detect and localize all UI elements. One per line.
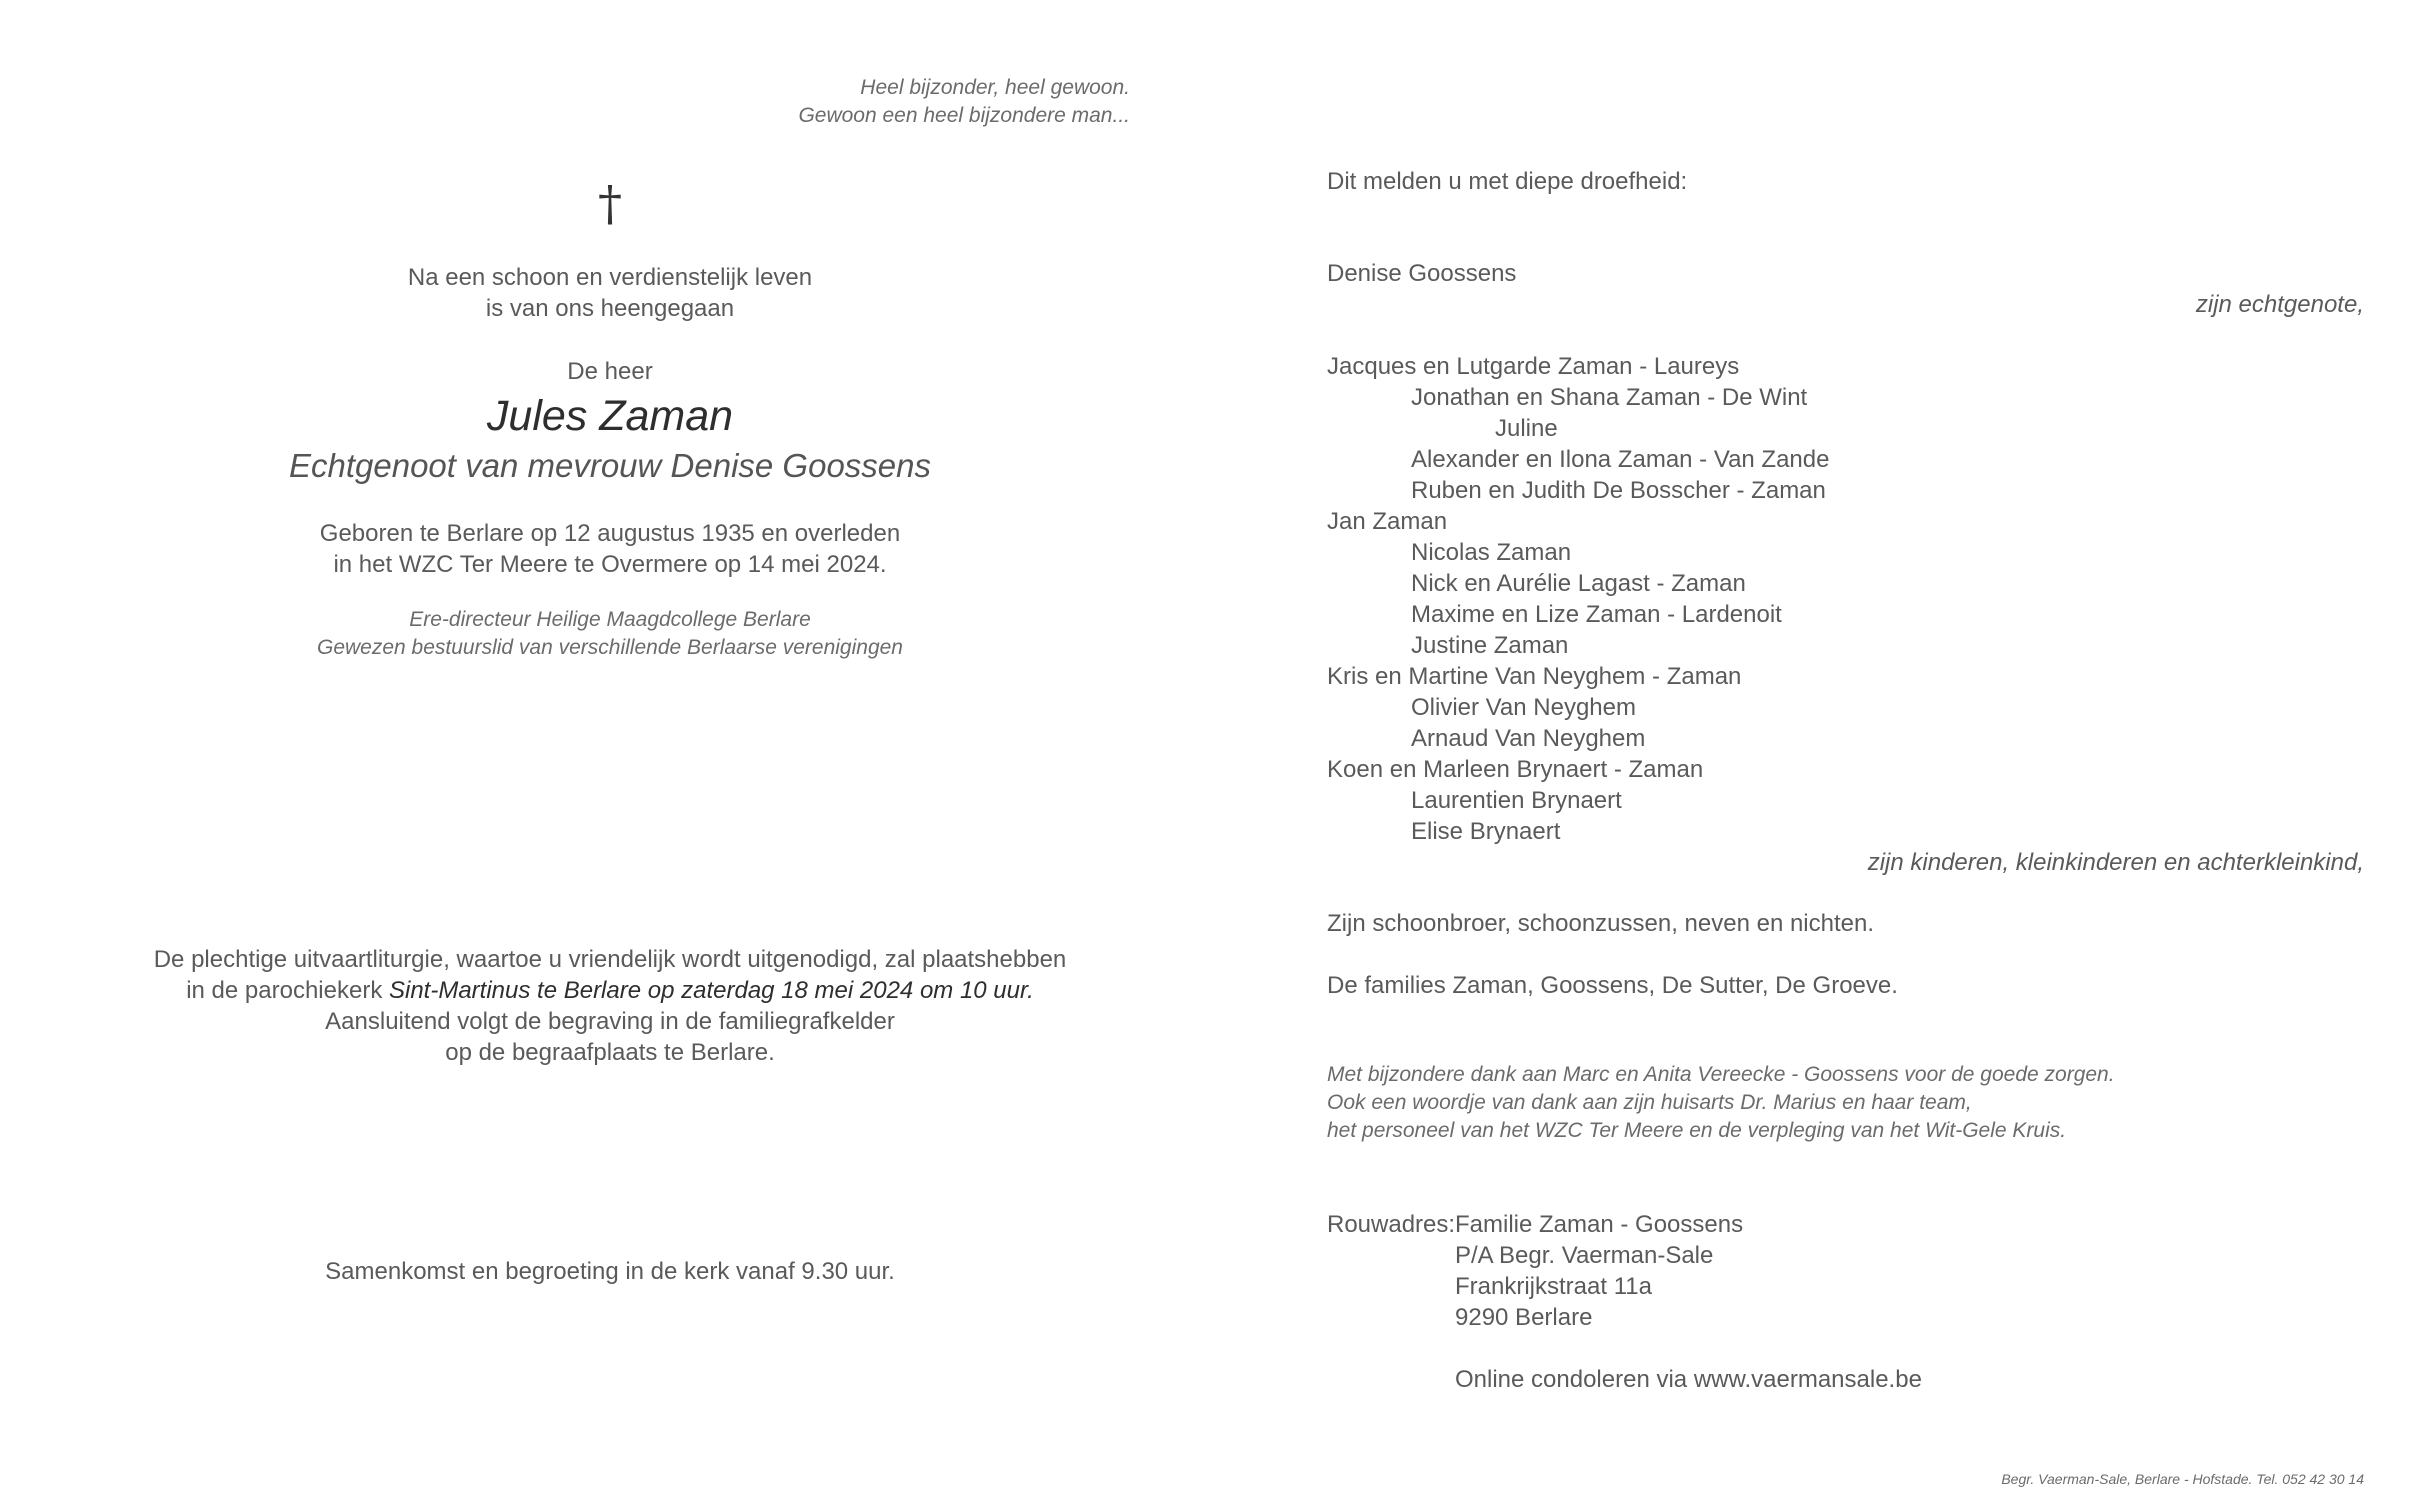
role-line: Ere-directeur Heilige Maagdcollege Berlare (409, 608, 811, 631)
thanks-line: het personeel van het WZC Ter Meere en de verpleging van het Wit-Gele Kruis. (1327, 1119, 2067, 1142)
service-line: op de begraafplaats te Berlare. (445, 1039, 775, 1066)
families-line: De families Zaman, Goossens, De Sutter, De Groeve. (1327, 972, 1898, 999)
family-member: Arnaud Van Neyghem (1411, 725, 1646, 752)
address-line: P/A Begr. Vaerman-Sale (1455, 1242, 1714, 1269)
birth-death-line: in het WZC Ter Meere te Overmere op 14 mei 2024. (333, 551, 887, 578)
family-member: Kris en Martine Van Neyghem - Zaman (1327, 663, 1742, 690)
family-member: Jan Zaman (1327, 508, 1448, 535)
inlaws-line: Zijn schoonbroer, schoonzussen, neven en nichten. (1327, 910, 1875, 937)
address-line: 9290 Berlare (1455, 1304, 1593, 1331)
online-condolence-link[interactable]: Online condoleren via www.vaermansale.be (1455, 1366, 1922, 1393)
address-line: Familie Zaman - Goossens (1455, 1211, 1744, 1238)
intro-line: is van ons heengegaan (485, 295, 735, 322)
thanks-line: Met bijzondere dank aan Marc en Anita Vereecke - Goossens voor de goede zorgen. (1327, 1063, 2115, 1086)
intro-line: Na een schoon en verdienstelijk leven (407, 264, 813, 291)
family-member: Laurentien Brynaert (1411, 787, 1622, 814)
address-lines (1455, 1209, 1922, 1395)
announcement: Dit melden u met diepe droefheid: (1327, 168, 1688, 195)
motto (530, 74, 1130, 130)
address-spacer (1455, 1333, 1922, 1364)
service-line: Aansluitend volgt de begraving in de familiegrafkelder (325, 1008, 895, 1035)
motto-line: Gewoon een heel bijzondere man... (798, 104, 1130, 127)
family-member: Nicolas Zaman (1411, 539, 1572, 566)
family-member: Maxime en Lize Zaman - Lardenoit (1411, 601, 1782, 628)
service-location-date: Sint-Martinus te Berlare op zaterdag 18 mei 2024 om 10 uur. (388, 977, 1034, 1004)
spouse-name: Denise Goossens (1327, 260, 1517, 287)
thanks-text (1327, 1061, 2115, 1145)
birth-death-line: Geboren te Berlare op 12 augustus 1935 en overleden (319, 520, 901, 547)
role-line: Gewezen bestuurslid van verschillende Berlaarse verenigingen (316, 636, 903, 659)
family-member: Nick en Aurélie Lagast - Zaman (1411, 570, 1746, 597)
family-member: Olivier Van Neyghem (1411, 694, 1636, 721)
gathering-info: Samenkomst en begroeting in de kerk vanaf 9.30 uur. (325, 1258, 895, 1285)
deceased-name: Jules Zaman (486, 392, 734, 440)
salutation: De heer (567, 358, 653, 385)
children-role: zijn kinderen, kleinkinderen en achterkleinkind, (1867, 849, 2364, 876)
service-line: De plechtige uitvaartliturgie, waartoe u vriendelijk wordt uitgenodigd, zal plaatshebben (153, 946, 1067, 973)
family-member: Alexander en Ilona Zaman - Van Zande (1411, 446, 1830, 473)
family-member: Elise Brynaert (1411, 818, 1561, 845)
honorary-roles (120, 606, 1100, 662)
family-member: Justine Zaman (1411, 632, 1569, 659)
service-line-prefix: in de parochiekerk (186, 977, 389, 1004)
family-member: Jacques en Lutgarde Zaman - Laureys (1327, 353, 1740, 380)
address-line: Frankrijkstraat 11a (1455, 1273, 1652, 1300)
funeral-home-footer: Begr. Vaerman-Sale, Berlare - Hofstade. Tel. 052 42 30 14 (2001, 1471, 2364, 1487)
spouse-line: Echtgenoot van mevrouw Denise Goossens (288, 447, 932, 484)
intro-text (120, 262, 1100, 324)
family-member: Ruben en Judith De Bosscher - Zaman (1411, 477, 1826, 504)
family-member: Juline (1495, 415, 1558, 442)
family-list (1327, 351, 1829, 847)
funeral-service-info (120, 944, 1100, 1068)
thanks-line: Ook een woordje van dank aan zijn huisarts Dr. Marius en haar team, (1327, 1091, 1972, 1114)
family-member: Koen en Marleen Brynaert - Zaman (1327, 756, 1704, 783)
birth-death-info (120, 518, 1100, 580)
motto-line: Heel bijzonder, heel gewoon. (860, 76, 1130, 99)
service-line (120, 975, 1100, 1006)
spouse-role: zijn echtgenote, (2195, 291, 2364, 318)
family-member: Jonathan en Shana Zaman - De Wint (1411, 384, 1808, 411)
cross-icon: † (598, 176, 622, 232)
address-label: Rouwadres: (1327, 1211, 1456, 1238)
